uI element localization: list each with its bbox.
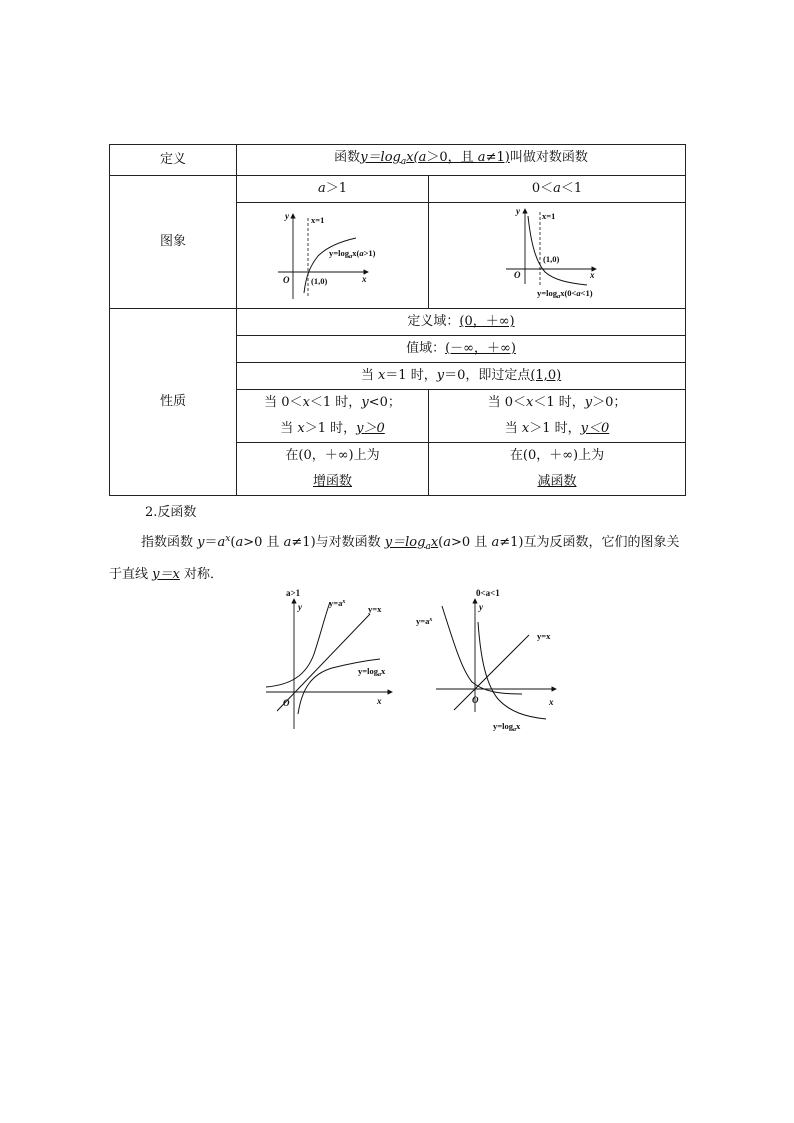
range-text: 值域：(－∞，＋∞): [237, 336, 686, 363]
line-label: y=x: [537, 631, 551, 641]
case1-graph-cell: [237, 203, 429, 309]
x-label: x: [377, 696, 382, 706]
x-label: x: [361, 273, 366, 284]
condition-label: 0<a<1: [476, 588, 500, 598]
point-label: (1,0): [542, 253, 559, 264]
asymptote-label: x=1: [310, 214, 324, 225]
log-label: $y=\log_ax$: [493, 721, 521, 733]
condition-label: a>1: [286, 588, 301, 598]
case2-graph-cell: [429, 203, 686, 309]
fixed-point-text: 当 x＝1 时，y＝0，即过定点(1,0): [237, 363, 686, 390]
case2-header: 0＜a＜1: [429, 176, 686, 203]
log-label: $y=\log_ax$: [358, 666, 386, 678]
y-label: y: [479, 602, 483, 612]
exp-label: $y=a^x$: [416, 616, 433, 626]
origin-label: O: [513, 269, 520, 280]
sign-case1: 当 0＜x＜1 时，y<0； 当 x＞1 时，y＞0: [237, 390, 429, 443]
log-graph-a-gt-1: [238, 204, 428, 308]
log-function-table: [109, 144, 686, 496]
curve-label: $y=\log_ax(a>1)$: [328, 247, 375, 260]
curve-label: $y=\log_ax(0<a<1)$: [536, 287, 593, 300]
inverse-function-paragraph: 指数函数 $y=a^x(a>0$ 且 a≠1)与对数函数 $y=\log_ax(a>0$ 且 a≠1)互为反函数，它们的图象关于直线 y＝x 对称．: [109, 534, 680, 582]
log-curve: [478, 622, 546, 719]
domain-row: [110, 309, 686, 336]
exp-label: $y=a^x$: [329, 598, 346, 608]
exp-curve: [442, 606, 522, 694]
section-title: 2.反函数: [145, 505, 197, 520]
origin-label: O: [283, 698, 290, 708]
inverse-figure-a-lt-1: [414, 584, 564, 736]
monotonic-case1: 在(0，＋∞)上为 增函数: [237, 443, 429, 496]
inverse-figure-a-gt-1: [262, 584, 402, 734]
y-label: y: [515, 205, 520, 216]
line-label: y=x: [368, 604, 382, 614]
definition-label: 定义: [110, 145, 237, 176]
point-label: (1,0): [310, 275, 327, 286]
origin-label: O: [282, 274, 289, 285]
definition-row: [110, 145, 686, 176]
definition-text: 函数$y=\log_ax(a>0$，且 a≠1)叫做对数函数: [237, 145, 686, 176]
props-label: 性质: [110, 309, 237, 496]
y-label: y: [298, 602, 302, 612]
origin-label: O: [472, 695, 479, 705]
monotonic-case2: 在(0，＋∞)上为 减函数: [429, 443, 686, 496]
line-y-eq-x: [454, 635, 529, 710]
log-curve: [528, 216, 587, 285]
x-label: x: [549, 697, 554, 707]
y-label: y: [284, 210, 289, 221]
graph-header-row: [110, 176, 686, 203]
sign-case2: 当 0＜x＜1 时，y＞0； 当 x＞1 时，y＜0: [429, 390, 686, 443]
asymptote-label: x=1: [541, 210, 555, 221]
x-label: x: [589, 269, 594, 280]
case1-header: a＞1: [237, 176, 429, 203]
graph-label: 图象: [110, 176, 237, 309]
exp-curve: [266, 602, 330, 687]
domain-text: 定义域：(0，＋∞): [237, 309, 686, 336]
log-graph-a-lt-1: [430, 204, 685, 308]
